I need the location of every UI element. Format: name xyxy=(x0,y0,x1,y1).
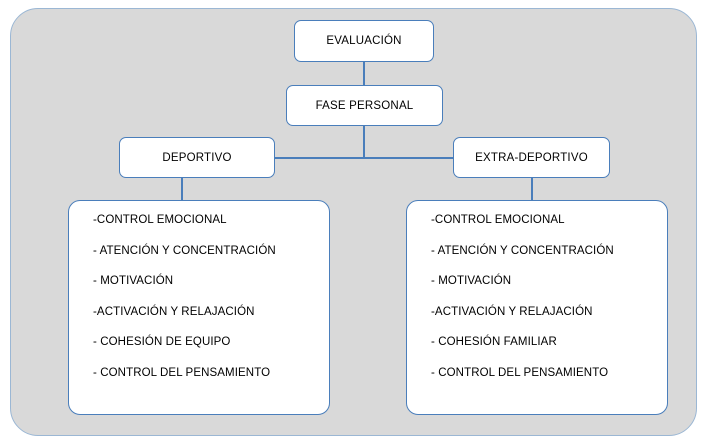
node-deportivo[interactable]: DEPORTIVO xyxy=(119,137,275,178)
list-item: - MOTIVACIÓN xyxy=(93,275,174,287)
list-item: - ATENCIÓN Y CONCENTRACIÓN xyxy=(431,244,614,257)
list-item: - COHESIÓN DE EQUIPO xyxy=(93,336,231,348)
list-item: - CONTROL DEL PENSAMIENTO xyxy=(93,366,271,379)
connector-evaluacion-to-fase xyxy=(363,62,365,85)
connector-fase-down xyxy=(363,126,365,158)
list-item: - COHESIÓN FAMILIAR xyxy=(431,336,557,348)
list-panel-extra-deportivo xyxy=(406,200,668,415)
list-item: -ACTIVACIÓN Y RELAJACIÓN xyxy=(93,305,255,318)
node-fase-personal[interactable]: FASE PERSONAL xyxy=(286,85,443,126)
list-item: - ATENCIÓN Y CONCENTRACIÓN xyxy=(93,244,276,257)
node-extra-deportivo[interactable]: EXTRA-DEPORTIVO xyxy=(453,137,610,178)
list-item: -ACTIVACIÓN Y RELAJACIÓN xyxy=(431,305,593,318)
connector-deportivo-to-list xyxy=(181,178,183,200)
list-panel-deportivo xyxy=(68,200,330,415)
connector-extra-deportivo-to-list xyxy=(531,178,533,200)
list-item: - CONTROL DEL PENSAMIENTO xyxy=(431,366,609,379)
list-item: - MOTIVACIÓN xyxy=(431,275,512,287)
list-item: -CONTROL EMOCIONAL xyxy=(93,214,227,226)
list-item: -CONTROL EMOCIONAL xyxy=(431,214,565,226)
connector-branch-horizontal xyxy=(275,157,453,159)
node-evaluacion[interactable]: EVALUACIÓN xyxy=(294,20,434,62)
